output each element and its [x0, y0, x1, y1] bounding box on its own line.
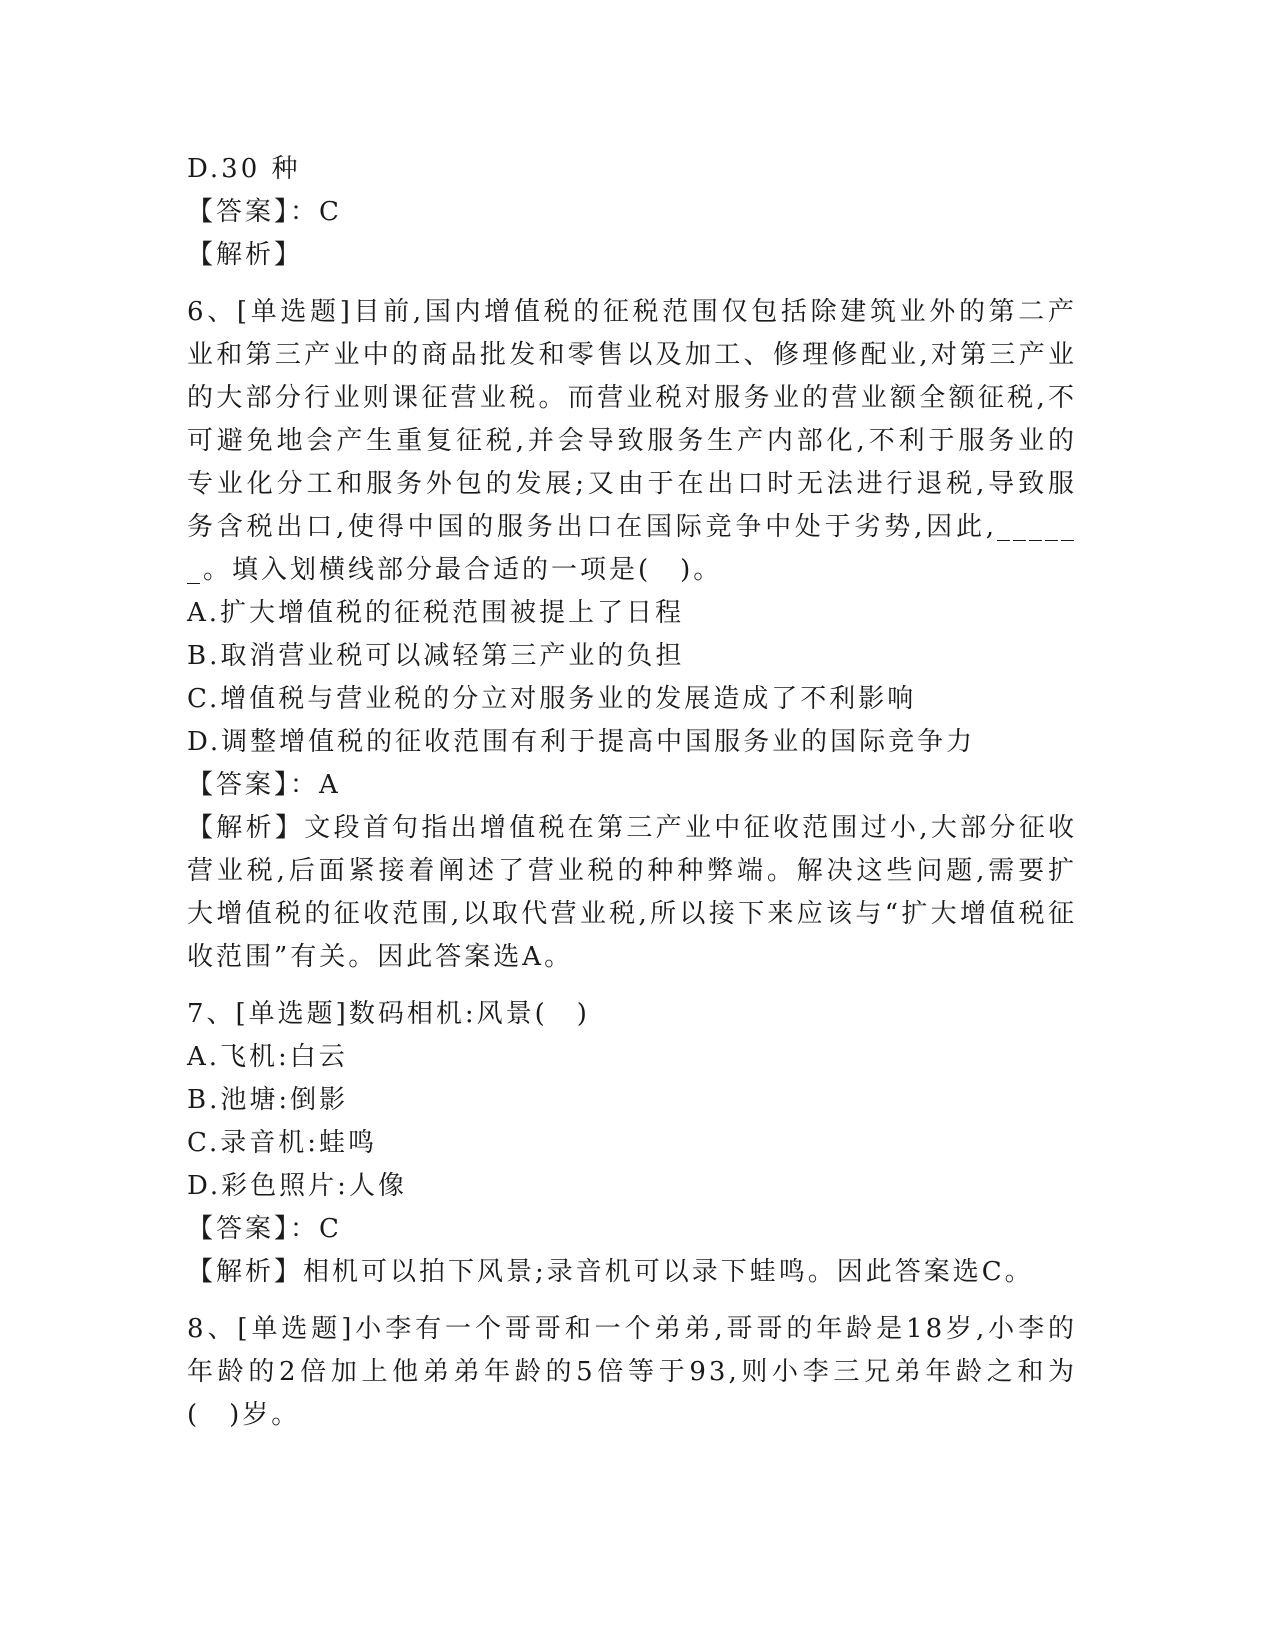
- q6-option-a: A.扩大增值税的征税范围被提上了日程: [187, 598, 685, 628]
- q7-answer: 【答案】：C: [187, 1214, 342, 1244]
- q6-option-d: D.调整增值税的征收范围有利于提高中国服务业的国际竞争力: [187, 727, 976, 757]
- q7-option-a: A.飞机:白云: [187, 1042, 348, 1072]
- q6-option-c: C.增值税与营业税的分立对服务业的发展造成了不利影响: [187, 684, 917, 714]
- q5-answer: 【答案】：C: [187, 197, 342, 227]
- q7-analysis: 【解析】相机可以拍下风景;录音机可以录下蛙鸣。因此答案选C。: [187, 1257, 1034, 1287]
- q7-option-c: C.录音机:蛙鸣: [187, 1128, 377, 1158]
- q5-option-d: D.30 种: [187, 154, 301, 184]
- document-content: [187, 148, 1077, 1437]
- q7-option-b: B.池塘:倒影: [187, 1085, 349, 1115]
- q6-option-b: B.取消营业税可以减轻第三产业的负担: [187, 641, 685, 671]
- q6-analysis: 【解析】文段首句指出增值税在第三产业中征收范围过小,大部分征收营业税,后面紧接着阐述了营业税的种种弊端。解决这些问题,需要扩大增值税的征收范围,以取代营业税,所以接下来应该与“扩大增值税征收范围”有关。因此答案选A。: [187, 813, 1077, 972]
- spacer: [187, 1294, 1077, 1308]
- q5-analysis: 【解析】: [187, 240, 304, 270]
- q7-stem: 7、[单选题]数码相机:风景( ): [187, 999, 590, 1029]
- spacer: [187, 979, 1077, 993]
- q6-stem: 6、[单选题]目前,国内增值税的征税范围仅包括除建筑业外的第二产业和第三产业中的商品批发和零售以及加工、修理修配业,对第三产业的大部分行业则课征营业税。而营业税对服务业的营业额全额征税,不可避免地会产生重复征税,并会导致服务生产内部化,不利于服务业的专业化分工和服务外包的发展;又由于在出口时无法进行退税,导致服务含税出口,使得中国的服务出口在国际竞争中处于劣势,因此,______。填入划横线部分最合适的一项是( )。: [187, 297, 1077, 585]
- q7-option-d: D.彩色照片:人像: [187, 1171, 407, 1201]
- q6-answer: 【答案】：A: [187, 770, 341, 800]
- spacer: [187, 277, 1077, 291]
- q8-stem: 8、[单选题]小李有一个哥哥和一个弟弟,哥哥的年龄是18岁,小李的年龄的2倍加上他弟弟年龄的5倍等于93,则小李三兄弟年龄之和为( )岁。: [187, 1314, 1077, 1430]
